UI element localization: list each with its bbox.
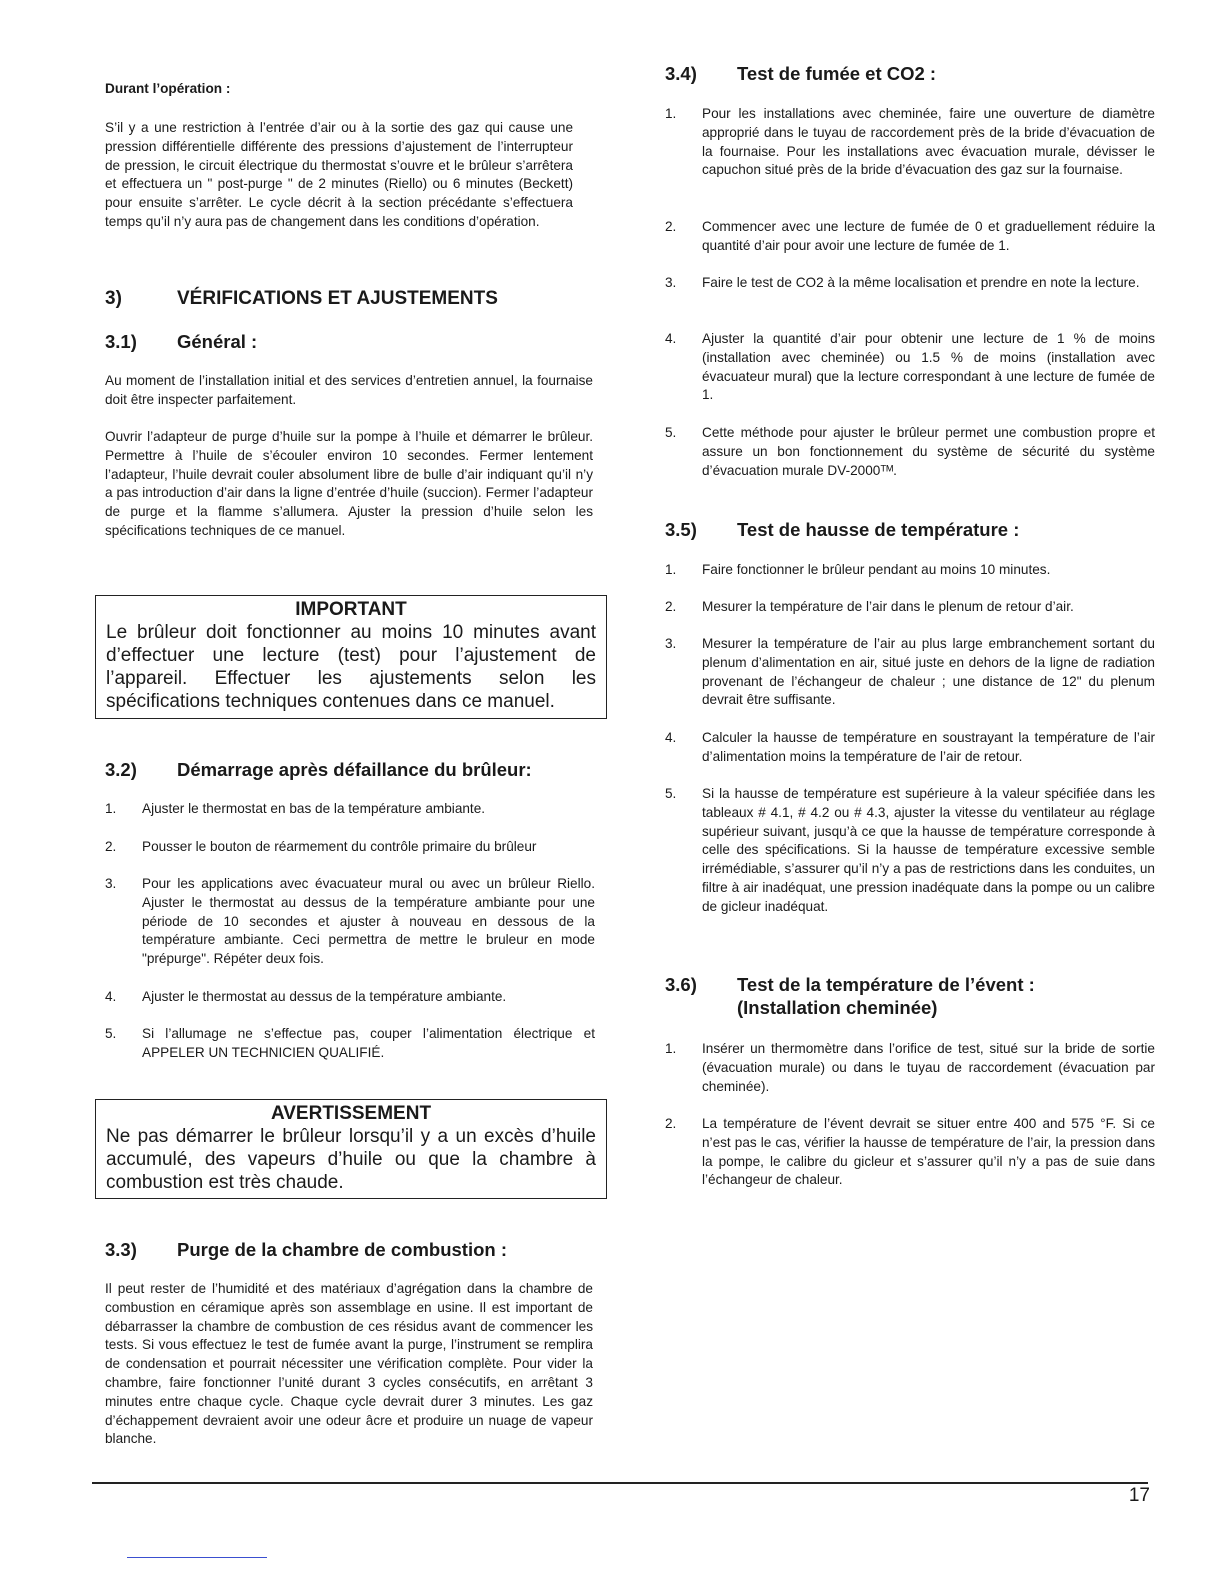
section-3-4-heading xyxy=(665,62,936,85)
list-item xyxy=(665,105,1155,180)
section-3-4-title: Test de fumée et CO2 : xyxy=(737,63,937,84)
list-number: 5. xyxy=(665,786,677,801)
warning-text: Ne pas démarrer le brûleur lorsqu’il y a un excès d’huile accumulé, des vapeurs d’huile ou que la chambre à combustion est très chaude. xyxy=(106,1126,596,1193)
list-number: 5. xyxy=(105,1026,117,1041)
list-item xyxy=(105,800,595,819)
list-item xyxy=(105,875,595,969)
section-3-6-heading xyxy=(665,973,1035,1019)
durant-title: Durant l’opération : xyxy=(105,81,231,96)
page-number: 17 xyxy=(1128,1485,1150,1506)
list-text: Faire fonctionner le brûleur pendant au moins 10 minutes. xyxy=(702,562,1051,577)
list-item xyxy=(665,274,1155,293)
list-text: Calculer la hausse de température en soustrayant la température de l’air d’alimentation moins la température de l’air de retour. xyxy=(702,730,1155,764)
warning-title: AVERTISSEMENT xyxy=(270,1103,432,1124)
list-item xyxy=(665,598,1155,617)
list-item xyxy=(665,330,1155,405)
list-text: Ajuster la quantité d’air pour obtenir une lecture de 1 % de moins (installation avec cheminée) ou 1.5 % de moins (installation avec évacuateur mural) que la lecture correspondant à une lecture de fumée de 1. xyxy=(702,331,1155,403)
list-item xyxy=(665,218,1155,256)
section-3-6-titles xyxy=(737,973,1035,1019)
general-paragraph-1: Au moment de l’installation initial et des services d’entretien annuel, la fournaise doit être inspecter parfaitement. xyxy=(105,373,593,407)
section-3-heading xyxy=(105,288,498,310)
section-3-4-number: 3.4) xyxy=(665,63,697,84)
list-text: Mesurer la température de l’air dans le plenum de retour d’air. xyxy=(702,599,1074,614)
section-3-6-subtitle: (Installation cheminée) xyxy=(737,997,938,1018)
list-text: Mesurer la température de l’air au plus large embranchement sortant du plenum d’alimentation en air, situé juste en dehors de la ligne de radiation provenant de l’échangeur de chaleur ; une distance de 12" du plenum devrait être suffisante. xyxy=(702,636,1155,708)
list-item xyxy=(105,1025,595,1063)
section-3-5-number: 3.5) xyxy=(665,519,697,540)
list-number: 2. xyxy=(105,839,117,854)
section-3-6-title: Test de la température de l’évent : xyxy=(737,974,1035,995)
list-number: 5. xyxy=(665,425,677,440)
list-item xyxy=(665,1040,1155,1096)
list-number: 1. xyxy=(105,801,117,816)
warning-box xyxy=(95,1099,607,1199)
list-item xyxy=(665,729,1155,767)
list-text: Commencer avec une lecture de fumée de 0 et graduellement réduire la quantité d’air pour avoir une lecture de fumée de 1. xyxy=(702,219,1155,253)
list-item xyxy=(665,561,1155,580)
section-3-5-title: Test de hausse de température : xyxy=(737,519,1020,540)
list-text: Si l’allumage ne s’effectue pas, couper l’alimentation électrique et APPELER UN TECHNICIEN QUALIFIÉ. xyxy=(142,1026,595,1060)
list-number: 1. xyxy=(665,562,677,577)
list-number: 1. xyxy=(665,106,677,121)
purge-paragraph: Il peut rester de l’humidité et des matériaux d’agrégation dans la chambre de combustion en céramique après son assemblage en usine. Il est important de débarrasser la chambre de combustion de ces résidus avant de commencer les tests. Si vous effectuez le test de fumée avant la purge, l’instrument se remplira de condensation et pourrait nécessiter une vérification complète. Pour vider la chambre, faire fonctionner l’unité durant 3 cycles consécutifs, en arrêtant 3 minutes entre chaque cycle. Chaque cycle devrait durer 3 minutes. Les gaz d’échappement devraient avoir une odeur âcre et produire un nuage de vapeur blanche. xyxy=(105,1281,593,1447)
list-text: Si la hausse de température est supérieure à la valeur spécifiée dans les tableaux # 4.1, # 4.2 ou # 4.3, ajuster la vitesse du ventilateur au réglage supérieur suivant, jusqu’à ce que la hausse de température corresponde à celle des spécifications. Si la hausse de température excessive semble irrémédiable, s’assurer qu’il n’y a pas de restrictions dans les conduites, un filtre à air inadéquat, une pression inadéquate dans la pompe ou un calibre de gicleur inadéquat. xyxy=(702,786,1155,914)
list-text: Pousser le bouton de réarmement du contrôle primaire du brûleur xyxy=(142,839,537,854)
list-text: Insérer un thermomètre dans l’orifice de test, situé sur la bride de sortie (évacuation murale) ou dans le tuyau de raccordement (évacuation par cheminée). xyxy=(702,1041,1155,1094)
list-number: 2. xyxy=(665,219,677,234)
list-item xyxy=(665,424,1155,480)
section-3-1-heading xyxy=(105,330,257,353)
list-number: 1. xyxy=(665,1041,677,1056)
general-paragraph-2: Ouvrir l’adapteur de purge d’huile sur la pompe à l’huile et démarrer le brûleur. Permettre à l’huile de s’écouler environ 10 secondes. Fermer lentement l’adapteur, l’huile devrait couler absolument libre de bulle d’air indiquant qu’il n’y a pas introduction d’air dans la ligne d’entrée d’huile (succion). Fermer l’adapteur de purge et la flamme s’allumera. Ajuster la pression d’huile selon les spécifications techniques de ce manuel. xyxy=(105,429,593,538)
list-number: 4. xyxy=(665,730,677,745)
list-number: 3. xyxy=(105,876,117,891)
section-3-2-number: 3.2) xyxy=(105,759,137,780)
section-3-1-title: Général : xyxy=(177,331,258,352)
section-3-3-heading xyxy=(105,1238,507,1261)
list-item xyxy=(665,785,1155,917)
list-number: 4. xyxy=(665,331,677,346)
section-3-5-heading xyxy=(665,518,1019,541)
list-item xyxy=(105,838,595,857)
important-box xyxy=(95,595,607,719)
list-text: Ajuster le thermostat en bas de la température ambiante. xyxy=(142,801,486,816)
list-number: 2. xyxy=(665,599,677,614)
list-text: La température de l’évent devrait se situer entre 400 and 575 °F. Si ce n’est pas le cas, vérifier la hausse de température de l’air, la pression dans la pompe, le calibre du gicleur et s’assurer qu’il n’y a pas de suie dans l’échangeur de chaleur. xyxy=(702,1116,1155,1188)
footer-rule xyxy=(92,1482,1148,1484)
important-title: IMPORTANT xyxy=(295,599,407,620)
list-number: 4. xyxy=(105,989,117,1004)
list-text: Pour les applications avec évacuateur mural ou avec un brûleur Riello. Ajuster le thermostat au dessus de la température ambiante pour une période de 10 secondes et ajuster à nouveau en dessous de la température ambiante. Ceci permettra de mettre le bruleur en mode "prépurge". Répéter deux fois. xyxy=(142,876,595,967)
section-3-title: VÉRIFICATIONS ET AJUSTEMENTS xyxy=(177,288,498,309)
list-number: 3. xyxy=(665,636,677,651)
list-number: 2. xyxy=(665,1116,677,1131)
section-3-2-title: Démarrage après défaillance du brûleur: xyxy=(177,759,532,780)
section-3-3-title: Purge de la chambre de combustion : xyxy=(177,1239,507,1260)
list-item xyxy=(665,1115,1155,1190)
durant-paragraph: S’il y a une restriction à l’entrée d’air ou à la sortie des gaz qui cause une pression différentielle différente des pressions d’ajustement de l’interrupteur de pression, le circuit électrique du thermostat s’ouvre et le brûleur s’arrêtera et effectuera un " post-purge " de 2 minutes (Riello) ou 6 minutes (Beckett) pour ensuite s’arrêter. Le cycle décrit à la section précédante s’effectuera temps qu’il n’y aura pas de changement dans les conditions d’opération. xyxy=(105,120,573,229)
list-text: Pour les installations avec cheminée, faire une ouverture de diamètre approprié dans le tuyau de raccordement près de la bride d’évacuation de la fournaise. Pour les installations avec évacuation murale, dévisser le capuchon situé près de la bride d’évacuation des gaz sur la fournaise. xyxy=(702,106,1155,178)
section-3-number: 3) xyxy=(105,288,122,309)
list-text: Cette méthode pour ajuster le brûleur permet une combustion propre et assure un bon fonctionnement du système de sécurité du système d’évacuation murale DV-2000ᵀᴹ. xyxy=(702,425,1155,478)
blue-underline xyxy=(127,1557,267,1558)
section-3-3-number: 3.3) xyxy=(105,1239,137,1260)
section-3-6-number: 3.6) xyxy=(665,974,697,995)
important-text: Le brûleur doit fonctionner au moins 10 minutes avant d’effectuer une lecture (test) pour l’ajustement de l’appareil. Effectuer les ajustements selon les spécifications techniques contenues dans ce manuel. xyxy=(106,622,596,712)
section-3-1-number: 3.1) xyxy=(105,331,137,352)
list-item xyxy=(665,635,1155,710)
section-3-2-heading xyxy=(105,758,532,781)
list-number: 3. xyxy=(665,275,677,290)
list-text: Faire le test de CO2 à la même localisation et prendre en note la lecture. xyxy=(702,275,1140,290)
list-text: Ajuster le thermostat au dessus de la température ambiante. xyxy=(142,989,507,1004)
list-item xyxy=(105,988,595,1007)
